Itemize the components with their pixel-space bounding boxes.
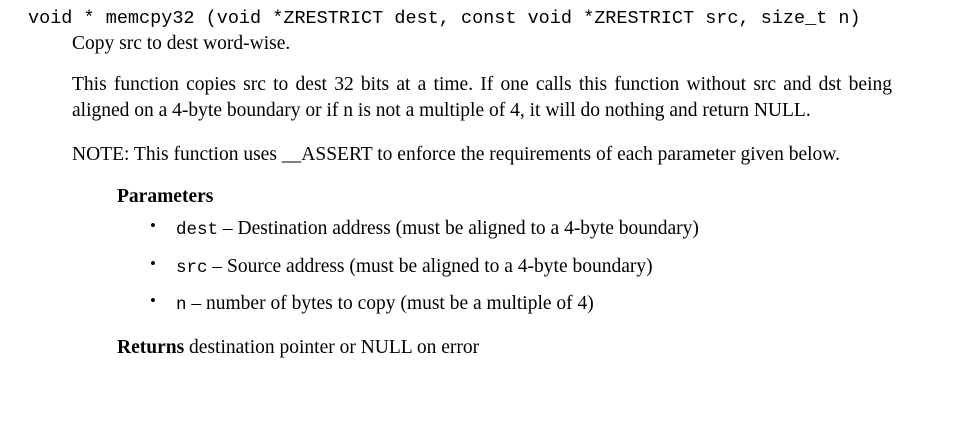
parameter-description: – Destination address (must be aligned to a 4-byte boundary) [222,217,699,239]
bullet-icon: • [150,253,156,273]
parameter-name: src [176,257,208,278]
bullet-icon: • [150,215,156,235]
function-description: This function copies src to dest 32 bits at a time. If one calls this function without src and dst being aligned on a 4-byte boundary or if n is not a multiple of 4, it will do nothing and return NULL. [72,74,892,122]
function-signature: void * memcpy32 (void *ZRESTRICT dest, const void *ZRESTRICT src, size_t n) [28,8,861,29]
returns-section [117,337,969,359]
parameter-name: n [176,295,187,316]
returns-description: destination pointer or NULL on error [189,337,480,359]
parameters-heading: Parameters [117,185,214,207]
list-item [150,291,969,317]
parameter-name: dest [176,219,219,240]
list-item [150,254,969,280]
list-item [150,216,969,242]
function-brief: Copy src to dest word-wise. [72,33,291,54]
document-page [0,8,969,421]
parameter-description: – Source address (must be aligned to a 4-byte boundary) [212,255,653,277]
parameters-list [0,216,969,317]
function-note: NOTE: This function uses __ASSERT to enforce the requirements of each parameter given below. [72,143,840,165]
bullet-icon: • [150,291,156,311]
returns-label: Returns [117,337,185,359]
parameter-description: – number of bytes to copy (must be a multiple of 4) [191,293,594,315]
